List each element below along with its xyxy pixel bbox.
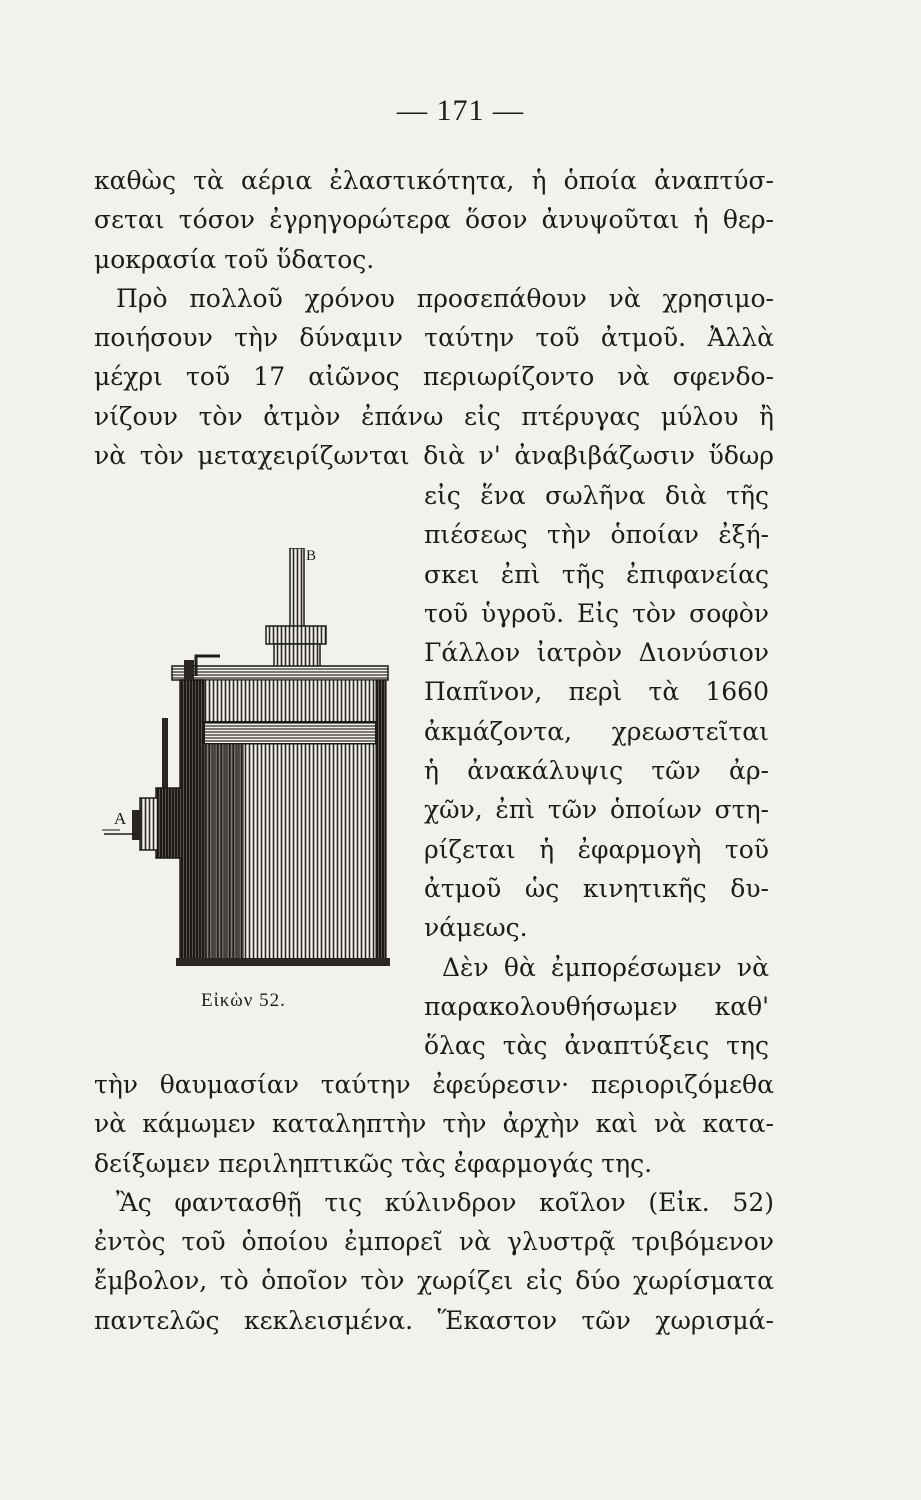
text-line: Γάλλον ἰατρὸν Διονύσιον [424,638,769,668]
text-line: πιέσεως τὴν ὁποίαν ἐξή- [424,520,769,550]
label-a: A [114,809,127,828]
paragraph-bottom [94,1065,774,1340]
text-line: Ἂς φαντασθῇ τις κύλινδρον κοῖλον (Εἰκ. 52) [116,1187,774,1217]
text-line: νάμεως. [424,913,528,943]
paragraph-top [94,161,774,475]
text-line: ρίζεται ἡ ἐφαρμογὴ τοῦ [424,834,769,864]
text-line: παρακολουθήσωμεν καθ' [424,991,769,1021]
paragraph-beside-figure [424,476,769,1065]
text-line: καθὼς τὰ αέρια ἐλαστικότητα, ἡ ὁποία ἀναπτύσ- [94,166,774,195]
text-line: δείξωμεν περιληπτικῶς τὰς ἐφαρμογάς της. [94,1148,653,1178]
text-line: ὅλας τὰς ἀναπτύξεις της [424,1031,769,1061]
text-line: ἀτμοῦ ὡς κινητικῆς δυ- [424,873,769,903]
cylinder-drawing [100,548,400,968]
text-line: ἐντὸς τοῦ ὁποίου ἐμπορεῖ νὰ γλυστρᾷ τριβόμενον [94,1227,774,1257]
text-line: ἀκμάζοντα, χρεωστεῖται [424,716,769,746]
text-line: τοῦ ὑγροῦ. Εἰς τὸν σοφὸν [424,598,769,628]
text-line: τὴν θαυμασίαν ταύτην ἐφεύρεσιν· περιοριζόμεθα [94,1070,774,1099]
text-line: νίζουν τὸν ἀτμὸν ἐπάνω εἰς πτέρυγας μύλου ἢ [94,401,774,431]
text-line: σεται τόσον ἐγρηγορώτερα ὅσον ἀνυψοῦται ἡ θερ- [94,205,774,235]
text-line: ἡ ἀνακάλυψις τῶν ἀρ- [424,756,769,786]
text-line: παντελῶς κεκλεισμένα. Ἕκαστον τῶν χωρισμά- [94,1305,774,1335]
text-line: νὰ τὸν μεταχειρίζωνται διὰ ν' ἀναβιβάζωσιν ὕδωρ [94,441,774,471]
text-line: χῶν, ἐπὶ τῶν ὁποίων στη- [424,795,769,825]
text-line: μέχρι τοῦ 17 αἰῶνος περιωρίζοντο νὰ σφενδο- [94,362,774,392]
text-line: Παπῖνον, περὶ τὰ 1660 [424,677,769,707]
text-line: Δὲν θὰ ἐμπορέσωμεν νὰ [442,952,769,982]
text-line: σκει ἐπὶ τῆς ἐπιφανείας [424,559,769,589]
text-line: ποιήσουν τὴν δύναμιν ταύτην τοῦ ἀτμοῦ. Ἀλλὰ [94,323,774,353]
page-number: — 171 — [397,94,524,127]
text-line: εἰς ἕνα σωλῆνα διὰ τῆς [424,481,769,510]
text-line: νὰ κάμωμεν καταληπτὴν τὴν ἀρχὴν καὶ νὰ κατα- [94,1109,774,1139]
text-line: Πρὸ πολλοῦ χρόνου προσεπάθουν νὰ χρησιμο- [116,283,774,313]
figure-caption: Εἰκὼν 52. [201,990,286,1011]
cylinder-illustration [100,548,400,968]
label-b: B [306,548,317,564]
text-line: ἔμβολον, τὸ ὁποῖον τὸν χωρίζει εἰς δύο χωρίσματα [94,1266,774,1296]
text-line: μοκρασία τοῦ ὕδατος. [94,244,375,274]
